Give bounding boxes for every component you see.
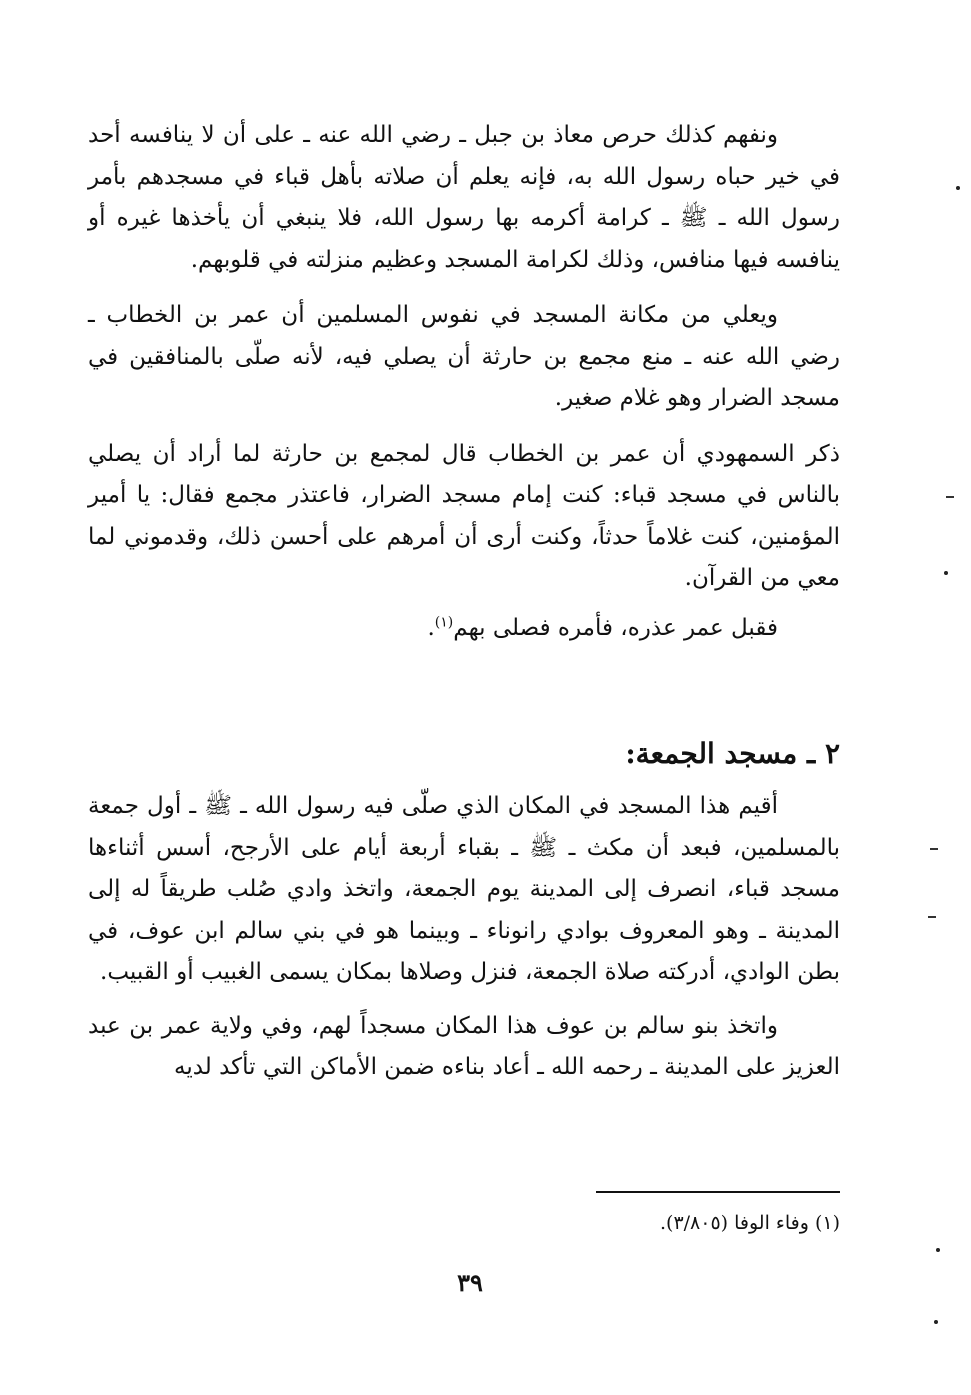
section-heading: ٢ ـ مسجد الجمعة: — [625, 737, 840, 770]
scan-mark — [928, 916, 936, 918]
footnote: (١) وفاء الوفا (٣/٨٠٥). — [659, 1212, 840, 1234]
scan-mark — [946, 496, 954, 498]
paragraph-4-text: فقبل عمر عذره، فأمره فصلى بهم — [453, 614, 778, 641]
scan-mark — [956, 186, 960, 190]
paragraph-1: ونفهم كذلك حرص معاذ بن جبل ـ رضي الله عنه ـ على أن لا ينافسه أحد في خير حباه رسول الله به، فإنه يعلم أن صلاته بأهل قباء في مسجدهم بأمر رسول الله ـ ﷺ ـ كرامة أكرمه بها رسول الله، فلا ينبغي أن يأخذها غيره أو ينافسه فيها منافس، وذلك لكرامة المسجد وعظيم منزلته في قلوبهم. — [88, 122, 840, 273]
paragraph-2: ويعلي من مكانة المسجد في نفوس المسلمين أن عمر بن الخطاب ـ رضي الله عنه ـ منع مجمع بن حارثة أن يصلي فيه، لأنه صلّى بالمنافقين في مسجد الضرار وهو غلام صغير. — [88, 302, 840, 411]
paragraph-4-end: . — [427, 614, 435, 641]
footnote-divider — [596, 1191, 840, 1193]
scan-mark — [944, 571, 948, 575]
scan-mark — [934, 1320, 938, 1324]
scan-mark — [930, 848, 938, 850]
paragraph-5: أقيم هذا المسجد في المكان الذي صلّى فيه رسول الله ـ ﷺ ـ أول جمعة بالمسلمين، فبعد أن مكث ـ ﷺ ـ بقباء أربعة أيام على الأرجح، أسس أثناءها مسجد قباء، انصرف إلى المدينة يوم الجمعة، واتخذ وادي صُلب طريقاً له إلى المدينة ـ وهو المعروف بوادي رانوناء ـ وبينما هو في بني سالم ابن عوف، في بطن الوادي، أدركته صلاة الجمعة، فنزل وصلاها بمكان يسمى الغبيب أو القبيب. — [88, 793, 840, 985]
paragraph-3: ذكر السمهودي أن عمر بن الخطاب قال لمجمع بن حارثة لما أراد أن يصلي بالناس في مسجد قباء: كنت إمام مسجد الضرار، فاعتذر مجمع فقال: يا أمير المؤمنين، كنت غلاماً حدثاً، وكنت أرى أن أمرهم على أحسن ذلك، وقدموني لما معي من القرآن. — [88, 440, 840, 591]
paragraph-4 — [88, 608, 840, 650]
scan-mark — [936, 1248, 940, 1252]
page-body — [88, 115, 840, 1089]
paragraph-6: واتخذ بنو سالم بن عوف هذا المكان مسجداً لهم، وفي ولاية عمر بن عبد العزيز على المدينة ـ رحمه الله ـ أعاد بناءه ضمن الأماكن التي تأكد لديه — [88, 1012, 840, 1080]
footnote-reference: (١) — [434, 613, 454, 630]
page-number: ٣٩ — [457, 1268, 483, 1297]
